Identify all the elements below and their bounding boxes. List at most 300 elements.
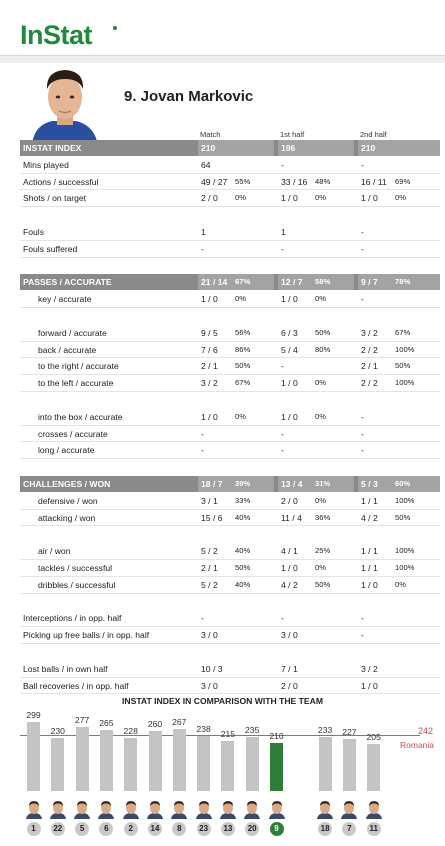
stat-row — [20, 610, 440, 627]
cell-first-half — [278, 426, 354, 442]
bar-player-20 — [246, 737, 259, 791]
cell-percent: 0% — [395, 193, 406, 203]
cell-percent: 36% — [315, 512, 331, 522]
player-avatar-icon — [25, 799, 43, 819]
cell-percent: 25% — [315, 546, 331, 556]
cell-percent: 0% — [315, 378, 326, 388]
stat-row — [20, 358, 440, 375]
stat-row — [20, 493, 440, 510]
bar-player-14 — [149, 731, 162, 791]
cell-value: 1 / 0 — [361, 579, 378, 590]
cell-second-half — [358, 274, 440, 290]
bar-player-7 — [343, 739, 356, 791]
cell-match — [198, 140, 274, 156]
cell-percent: 0% — [315, 411, 326, 421]
bar-player-22 — [51, 738, 64, 791]
cell-value: - — [201, 243, 204, 254]
stat-label: back / accurate — [38, 344, 97, 355]
bar-value-label: 205 — [366, 731, 381, 742]
player-avatar-icon — [122, 799, 140, 819]
player-avatar-icon — [49, 799, 67, 819]
cell-value: 3 / 2 — [201, 378, 218, 389]
stat-label: air / won — [38, 546, 71, 557]
col-head-match: Match — [200, 130, 221, 139]
stat-row — [20, 543, 440, 560]
cell-percent: 0% — [235, 294, 246, 304]
cell-value: 4 / 2 — [361, 512, 378, 523]
stat-label: PASSES / ACCURATE — [23, 277, 112, 288]
cell-value: - — [361, 613, 364, 624]
cell-percent: 100% — [395, 562, 415, 572]
cell-value: 1 / 0 — [281, 193, 298, 204]
bar-value-label: 238 — [196, 724, 211, 735]
player-number-badge: 22 — [51, 822, 65, 836]
cell-match — [198, 325, 274, 341]
player-avatar-icon — [268, 799, 286, 819]
player-number-badge: 5 — [75, 822, 89, 836]
stat-row — [20, 291, 440, 308]
row-spacer — [20, 207, 440, 224]
cell-first-half — [278, 174, 354, 190]
cell-percent: 67% — [395, 327, 411, 337]
bar-value-label: 228 — [123, 726, 138, 737]
cell-match — [198, 560, 274, 576]
bar-player-6 — [100, 730, 113, 791]
cell-match — [198, 627, 274, 643]
cell-match — [198, 375, 274, 391]
stat-row — [20, 510, 440, 527]
cell-value: - — [361, 243, 364, 254]
stat-label: long / accurate — [38, 445, 95, 456]
stat-label: into the box / accurate — [38, 411, 123, 422]
cell-first-half — [278, 577, 354, 593]
cell-second-half — [358, 543, 440, 559]
cell-value: 1 — [201, 226, 206, 237]
cell-match — [198, 342, 274, 358]
cell-second-half — [358, 560, 440, 576]
stat-label: forward / accurate — [38, 327, 107, 338]
player-number-badge: 7 — [342, 822, 356, 836]
player-avatar-icon — [97, 799, 115, 819]
cell-first-half — [278, 476, 354, 492]
player-number-badge: 11 — [367, 822, 381, 836]
col-head-first-half: 1st half — [280, 130, 305, 139]
cell-second-half — [358, 174, 440, 190]
stat-row — [20, 661, 440, 678]
bar-value-label: 227 — [342, 726, 357, 737]
stat-row — [20, 426, 440, 443]
stat-label: Ball recoveries / in opp. half — [23, 680, 129, 691]
cell-value: 2 / 1 — [201, 361, 218, 372]
cell-value: - — [361, 159, 364, 170]
cell-value: - — [201, 428, 204, 439]
cell-value: 7 / 1 — [281, 663, 298, 674]
stat-row — [20, 375, 440, 392]
bar-player-23 — [197, 736, 210, 791]
cell-second-half — [358, 426, 440, 442]
cell-percent: 0% — [315, 495, 326, 505]
cell-value: 2 / 0 — [281, 680, 298, 691]
cell-first-half — [278, 661, 354, 677]
cell-value: 21 / 14 — [201, 277, 228, 288]
logo-dot — [113, 26, 117, 30]
cell-first-half — [278, 678, 354, 694]
cell-percent: 80% — [315, 344, 331, 354]
stat-row — [20, 678, 440, 695]
cell-value: 18 / 7 — [201, 478, 223, 489]
bar-value-label: 210 — [269, 730, 284, 741]
bar-value-label: 260 — [147, 719, 163, 729]
bar-player-2 — [124, 738, 137, 791]
cell-second-half — [358, 493, 440, 509]
player-avatar-icon — [195, 799, 213, 819]
cell-value: 10 / 3 — [201, 663, 223, 674]
cell-second-half — [358, 157, 440, 173]
cell-match — [198, 409, 274, 425]
cell-percent: 0% — [235, 193, 246, 203]
cell-value: 1 / 1 — [361, 495, 378, 506]
cell-match — [198, 274, 274, 290]
cell-value: 64 — [201, 159, 211, 170]
cell-value: 3 / 1 — [201, 495, 218, 506]
stat-label: Lost balls / in own half — [23, 663, 108, 674]
player-name: 9. Jovan Markovic — [124, 88, 254, 105]
cell-first-half — [278, 274, 354, 290]
cell-value: 196 — [281, 143, 296, 153]
cell-percent: 0% — [315, 562, 326, 572]
stat-label: defensive / won — [38, 495, 98, 506]
cell-first-half — [278, 409, 354, 425]
cell-second-half — [358, 291, 440, 307]
cell-percent: 56% — [235, 327, 251, 337]
cell-second-half — [358, 358, 440, 374]
cell-value: 1 — [281, 226, 286, 237]
bar-player-8 — [173, 729, 186, 791]
cell-second-half — [358, 577, 440, 593]
cell-second-half — [358, 342, 440, 358]
cell-match — [198, 291, 274, 307]
cell-value: 1 / 0 — [201, 411, 218, 422]
cell-percent: 0% — [315, 294, 326, 304]
stat-label: to the right / accurate — [38, 361, 119, 372]
cell-second-half — [358, 476, 440, 492]
row-spacer — [20, 258, 440, 275]
player-avatar-icon — [219, 799, 237, 819]
cell-value: 2 / 1 — [361, 361, 378, 372]
cell-value: 1 / 0 — [281, 294, 298, 305]
player-number-badge: 2 — [124, 822, 138, 836]
cell-value: - — [361, 630, 364, 641]
cell-first-half — [278, 610, 354, 626]
cell-value: 1 / 0 — [281, 378, 298, 389]
row-spacer — [20, 459, 440, 476]
cell-match — [198, 678, 274, 694]
cell-value: - — [281, 243, 284, 254]
cell-value: - — [361, 226, 364, 237]
cell-value: 4 / 1 — [281, 546, 298, 557]
cell-value: 2 / 0 — [281, 495, 298, 506]
stat-row — [20, 342, 440, 359]
cell-value: - — [361, 411, 364, 422]
bar-value-label: 230 — [50, 725, 65, 736]
cell-match — [198, 157, 274, 173]
player-avatar-icon — [340, 799, 358, 819]
stat-label: to the left / accurate — [38, 378, 114, 389]
stat-label: Actions / successful — [23, 176, 99, 187]
stat-row — [20, 224, 440, 241]
stat-label: Mins played — [23, 159, 69, 170]
cell-value: 3 / 2 — [361, 663, 378, 674]
stat-label: dribbles / successful — [38, 579, 116, 590]
player-avatar-icon — [316, 799, 334, 819]
player-avatar-icon — [365, 799, 383, 819]
cell-value: 5 / 3 — [361, 478, 378, 489]
cell-percent: 100% — [395, 495, 415, 505]
cell-first-half — [278, 627, 354, 643]
cell-percent: 33% — [235, 495, 251, 505]
cell-first-half — [278, 358, 354, 374]
stat-label: Picking up free balls / in opp. half — [23, 630, 150, 641]
cell-value: 3 / 0 — [201, 680, 218, 691]
stat-row — [20, 560, 440, 577]
stat-row — [20, 627, 440, 644]
cell-value: 3 / 0 — [201, 630, 218, 641]
stat-row — [20, 409, 440, 426]
cell-second-half — [358, 224, 440, 240]
cell-match — [198, 476, 274, 492]
bar-player-18 — [319, 737, 332, 791]
cell-percent: 60% — [395, 478, 411, 488]
cell-value: 1 / 0 — [281, 562, 298, 573]
stat-row — [20, 442, 440, 459]
cell-value: 1 / 0 — [361, 680, 378, 691]
cell-percent: 55% — [235, 176, 251, 186]
bar-value-label: 235 — [245, 724, 260, 735]
cell-percent: 58% — [315, 277, 331, 287]
cell-value: 5 / 2 — [201, 579, 218, 590]
cell-percent: 67% — [235, 378, 251, 388]
player-avatar-icon — [73, 799, 91, 819]
player-avatar-icon — [170, 799, 188, 819]
cell-percent: 50% — [315, 327, 331, 337]
stats-table — [20, 140, 440, 694]
instat-logo: InStat — [20, 20, 93, 50]
cell-second-half — [358, 140, 440, 156]
cell-match — [198, 610, 274, 626]
cell-percent: 78% — [395, 277, 411, 287]
row-spacer — [20, 526, 440, 543]
cell-value: 11 / 4 — [281, 512, 302, 523]
cell-first-half — [278, 140, 354, 156]
stat-label: crosses / accurate — [38, 428, 108, 439]
team-average-label: Romania — [400, 740, 435, 750]
cell-value: 210 — [201, 143, 216, 153]
cell-percent: 69% — [395, 176, 411, 186]
cell-percent: 86% — [235, 344, 251, 354]
stat-label: CHALLENGES / WON — [23, 478, 111, 489]
cell-value: 210 — [361, 143, 376, 153]
cell-value: 15 / 6 — [201, 512, 223, 523]
cell-value: 2 / 2 — [361, 378, 378, 389]
cell-match — [198, 224, 274, 240]
cell-value: 1 / 1 — [361, 562, 378, 573]
cell-first-half — [278, 224, 354, 240]
row-spacer — [20, 308, 440, 325]
cell-value: 9 / 7 — [361, 277, 378, 288]
cell-second-half — [358, 678, 440, 694]
cell-first-half — [278, 493, 354, 509]
cell-percent: 31% — [315, 478, 331, 488]
cell-value: 2 / 0 — [201, 193, 218, 204]
stat-label: tackles / successful — [38, 562, 113, 573]
cell-second-half — [358, 627, 440, 643]
player-number-badge: 20 — [245, 822, 259, 836]
row-spacer — [20, 594, 440, 611]
stat-row — [20, 241, 440, 258]
cell-value: - — [361, 445, 364, 456]
cell-second-half — [358, 375, 440, 391]
cell-percent: 48% — [315, 176, 331, 186]
stat-label: Fouls — [23, 226, 45, 237]
cell-value: 1 / 1 — [361, 546, 378, 557]
cell-percent: 0% — [235, 411, 246, 421]
cell-match — [198, 426, 274, 442]
cell-value: 9 / 5 — [201, 327, 218, 338]
player-number-badge: 6 — [99, 822, 113, 836]
player-number-badge: 9 — [270, 822, 284, 836]
stat-label: attacking / won — [38, 512, 96, 523]
cell-match — [198, 543, 274, 559]
cell-second-half — [358, 190, 440, 206]
section-header-row — [20, 274, 440, 291]
cell-first-half — [278, 442, 354, 458]
row-spacer — [20, 644, 440, 661]
cell-percent: 50% — [235, 562, 251, 572]
cell-value: 2 / 1 — [201, 562, 218, 573]
cell-value: 49 / 27 — [201, 176, 228, 187]
cell-value: 16 / 11 — [361, 176, 387, 187]
cell-value: 4 / 2 — [281, 579, 298, 590]
cell-match — [198, 174, 274, 190]
cell-value: - — [201, 613, 204, 624]
cell-value: 1 / 0 — [281, 411, 298, 422]
cell-percent: 50% — [395, 361, 411, 371]
cell-percent: 39% — [235, 478, 251, 488]
chart-title: INSTAT INDEX IN COMPARISON WITH THE TEAM — [122, 696, 323, 706]
cell-value: 3 / 2 — [361, 327, 378, 338]
cell-first-half — [278, 375, 354, 391]
row-spacer — [20, 392, 440, 409]
cell-value: - — [281, 613, 284, 624]
cell-value: 13 / 4 — [281, 478, 303, 489]
bar-value-label: 215 — [220, 729, 236, 740]
player-number-badge: 14 — [148, 822, 162, 836]
player-number-badge: 8 — [172, 822, 186, 836]
cell-value: - — [201, 445, 204, 456]
cell-match — [198, 510, 274, 526]
cell-value: - — [281, 159, 284, 170]
cell-percent: 40% — [235, 579, 251, 589]
cell-value: 2 / 2 — [361, 344, 378, 355]
stat-label: Interceptions / in opp. half — [23, 613, 122, 624]
cell-first-half — [278, 342, 354, 358]
stat-row — [20, 190, 440, 207]
cell-first-half — [278, 510, 354, 526]
bar-value-label: 265 — [99, 717, 114, 728]
cell-match — [198, 661, 274, 677]
cell-match — [198, 442, 274, 458]
cell-value: - — [361, 294, 364, 305]
player-number-badge: 13 — [221, 822, 235, 836]
cell-percent: 67% — [235, 277, 251, 287]
cell-value: 6 / 3 — [281, 327, 298, 338]
cell-value: 3 / 0 — [281, 630, 298, 641]
stat-label: key / accurate — [38, 294, 92, 305]
cell-percent: 50% — [315, 579, 331, 589]
cell-first-half — [278, 190, 354, 206]
cell-second-half — [358, 661, 440, 677]
cell-first-half — [278, 241, 354, 257]
cell-value: 33 / 16 — [281, 176, 308, 187]
stat-row — [20, 174, 440, 191]
section-header-row — [20, 140, 440, 157]
cell-percent: 50% — [235, 361, 251, 371]
bar-value-label: 277 — [74, 715, 90, 726]
cell-match — [198, 493, 274, 509]
bar-player-5 — [76, 727, 89, 791]
section-header-row — [20, 476, 440, 493]
player-number-badge: 23 — [197, 822, 211, 836]
cell-value: 5 / 4 — [281, 344, 298, 355]
bar-player-9 — [270, 743, 283, 791]
cell-value: 5 / 2 — [201, 546, 218, 557]
stat-label: Fouls suffered — [23, 243, 78, 254]
bar-value-label: 233 — [317, 725, 333, 736]
bar-value-label: 299 — [26, 710, 41, 720]
cell-value: - — [281, 361, 284, 372]
cell-value: - — [361, 428, 364, 439]
col-head-second-half: 2nd half — [360, 130, 387, 139]
cell-second-half — [358, 409, 440, 425]
cell-percent: 50% — [395, 512, 411, 522]
cell-value: - — [281, 445, 284, 456]
cell-second-half — [358, 442, 440, 458]
cell-percent: 0% — [315, 193, 326, 203]
stat-row — [20, 325, 440, 342]
player-number-badge: 18 — [318, 822, 332, 836]
cell-value: 7 / 6 — [201, 344, 218, 355]
player-avatar-icon — [243, 799, 261, 819]
cell-first-half — [278, 325, 354, 341]
cell-match — [198, 358, 274, 374]
stat-row — [20, 577, 440, 594]
cell-first-half — [278, 560, 354, 576]
team-average-value: 242 — [418, 726, 434, 736]
header-band — [0, 55, 445, 63]
cell-percent: 0% — [395, 579, 406, 589]
cell-percent: 40% — [235, 512, 251, 522]
cell-second-half — [358, 325, 440, 341]
cell-second-half — [358, 610, 440, 626]
cell-value: 12 / 7 — [281, 277, 303, 288]
player-number-badge: 1 — [27, 822, 41, 836]
stat-row — [20, 157, 440, 174]
bar-player-13 — [221, 741, 234, 791]
cell-value: 1 / 0 — [201, 294, 218, 305]
cell-value: - — [281, 428, 284, 439]
cell-first-half — [278, 291, 354, 307]
cell-match — [198, 241, 274, 257]
